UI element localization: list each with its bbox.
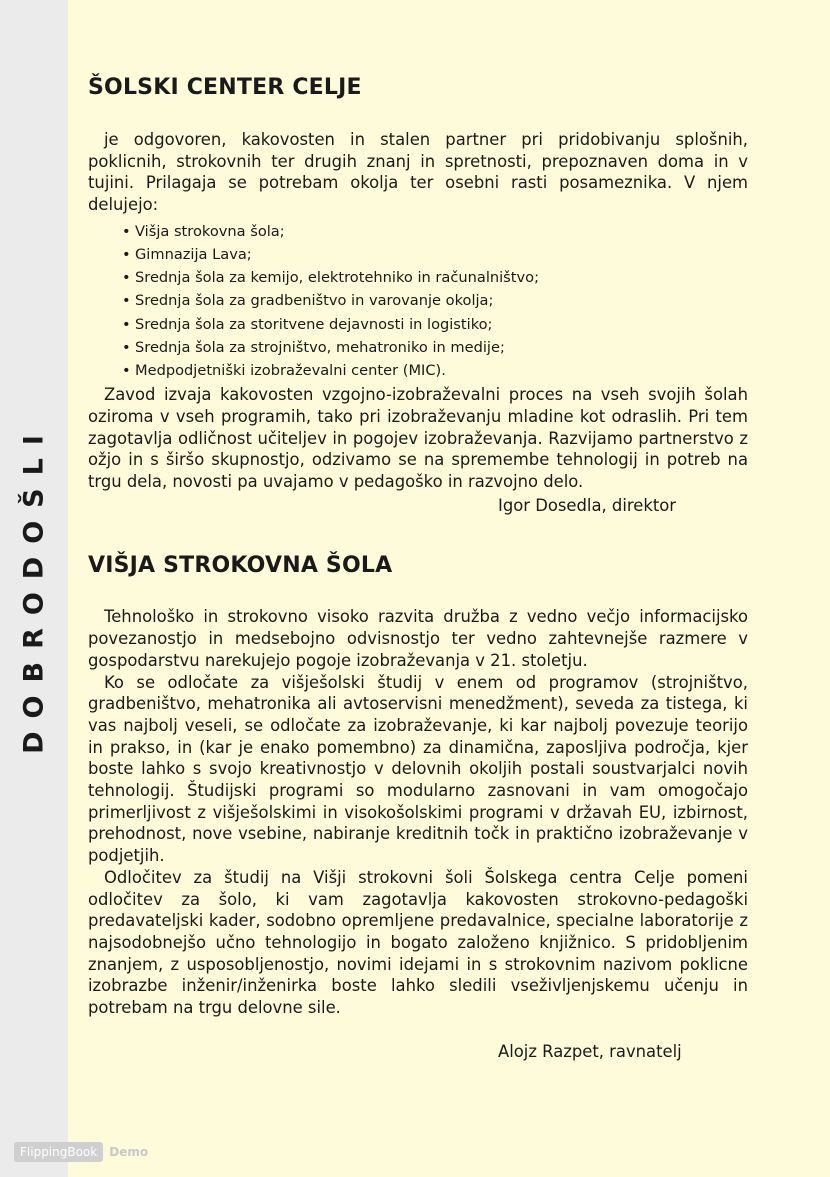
list-item: • Gimnazija Lava; [122,243,748,266]
flippingbook-watermark[interactable] [14,1142,148,1162]
intro-paragraph: je odgovoren, kakovosten in stalen partner pri pridobivanju splošnih, poklicnih, strokovnih ter drugih znanj in spretnosti, prepoznaven doma in v tujini. Prilagaja se potrebam okolja ter osebni rasti posameznika. V njem delujejo: [88,130,748,215]
page-content [88,72,748,1063]
schools-list [88,220,748,382]
signature-director: Igor Dosedla, direktor [498,495,677,515]
body-paragraph: Odločitev za študij na Višji strokovni šoli Šolskega centra Celje pomeni odločitev za šolo, ki vam zagotavlja kakovosten strokovno-pedagoški predavateljski kader, sodobno opremljene predavalnice, specialne laboratorije z najsodobnejšo učno tehnologijo in bogato založeno knjižnico. S pridobljenim znanjem, z usposobljenostjo, novimi idejami in s strokovnim nazivom poklicne izobrazbe inženir/inženirka boste lahko sledili vseživljenjskemu učenju in potrebam na trgu delovne sile. [88,867,748,1018]
section-title-solski-center: ŠOLSKI CENTER CELJE [88,75,362,100]
list-item: • Srednja šola za strojništvo, mehatroniko in medije; [122,336,748,359]
signature-headmaster: Alojz Razpet, ravnatelj [498,1041,682,1061]
list-item: • Srednja šola za kemijo, elektrotehniko in računalništvo; [122,266,748,289]
list-item: • Višja strokovna šola; [122,220,748,243]
sidebar-vertical-title: DOBRODOŠLI [18,422,50,754]
list-item: • Srednja šola za storitvene dejavnosti in logistiko; [122,313,748,336]
page [68,0,830,1177]
body-paragraph: Zavod izvaja kakovosten vzgojno-izobraževalni proces na vseh svojih šolah oziroma v vseh programih, tako pri izobraževanju mladine kot odraslih. Pri tem zagotavlja odličnost učiteljev in pogojev izobraževanja. Razvijamo partnerstvo z ožjo in s širšo skupnostjo, odzivamo se na spremembe tehnologij in potreb na trgu dela, novosti pa uvajamo v pedagoško in razvojno delo. [88,385,748,492]
body-paragraph: Tehnološko in strokovno visoko razvita družba z vedno večjo informacijsko povezanostjo in medsebojno odvisnostjo ter vedno zahtevnejše razmere v gospodarstvu narekujejo pogoje izobraževanja v 21. stoletju. [88,607,748,670]
watermark-demo-label: Demo [109,1145,149,1159]
list-item: • Medpodjetniški izobraževalni center (MIC). [122,359,748,382]
section-title-visja-sola: VIŠJA STROKOVNA ŠOLA [88,553,393,579]
sidebar-strip [0,0,68,1177]
body-paragraph: Ko se odločate za višješolski študij v enem od programov (strojništvo, gradbeništvo, mehatronika ali avtoservisni menedžment), seveda za tistega, ki vas najbolj veseli, se odločate za izobraževanje, ki kar najbolj povezuje teorijo in prakso, in (kar je enako pomembno) za dinamična, zaposljiva področja, kjer boste lahko s svojo kreativnostjo v delovnih okoljih postali soustvarjalci novih tehnologij. Študijski programi so modularno zasnovani in vam omogočajo primerljivost z višješolskimi in visokošolskimi programi v državah EU, izbirnost, prehodnost, nove vsebine, nabiranje kreditnih točk in praktično izobraževanje v podjetjih. [88,672,748,866]
list-item: • Srednja šola za gradbeništvo in varovanje okolja; [122,289,748,312]
watermark-brand: FlippingBook [14,1142,103,1162]
